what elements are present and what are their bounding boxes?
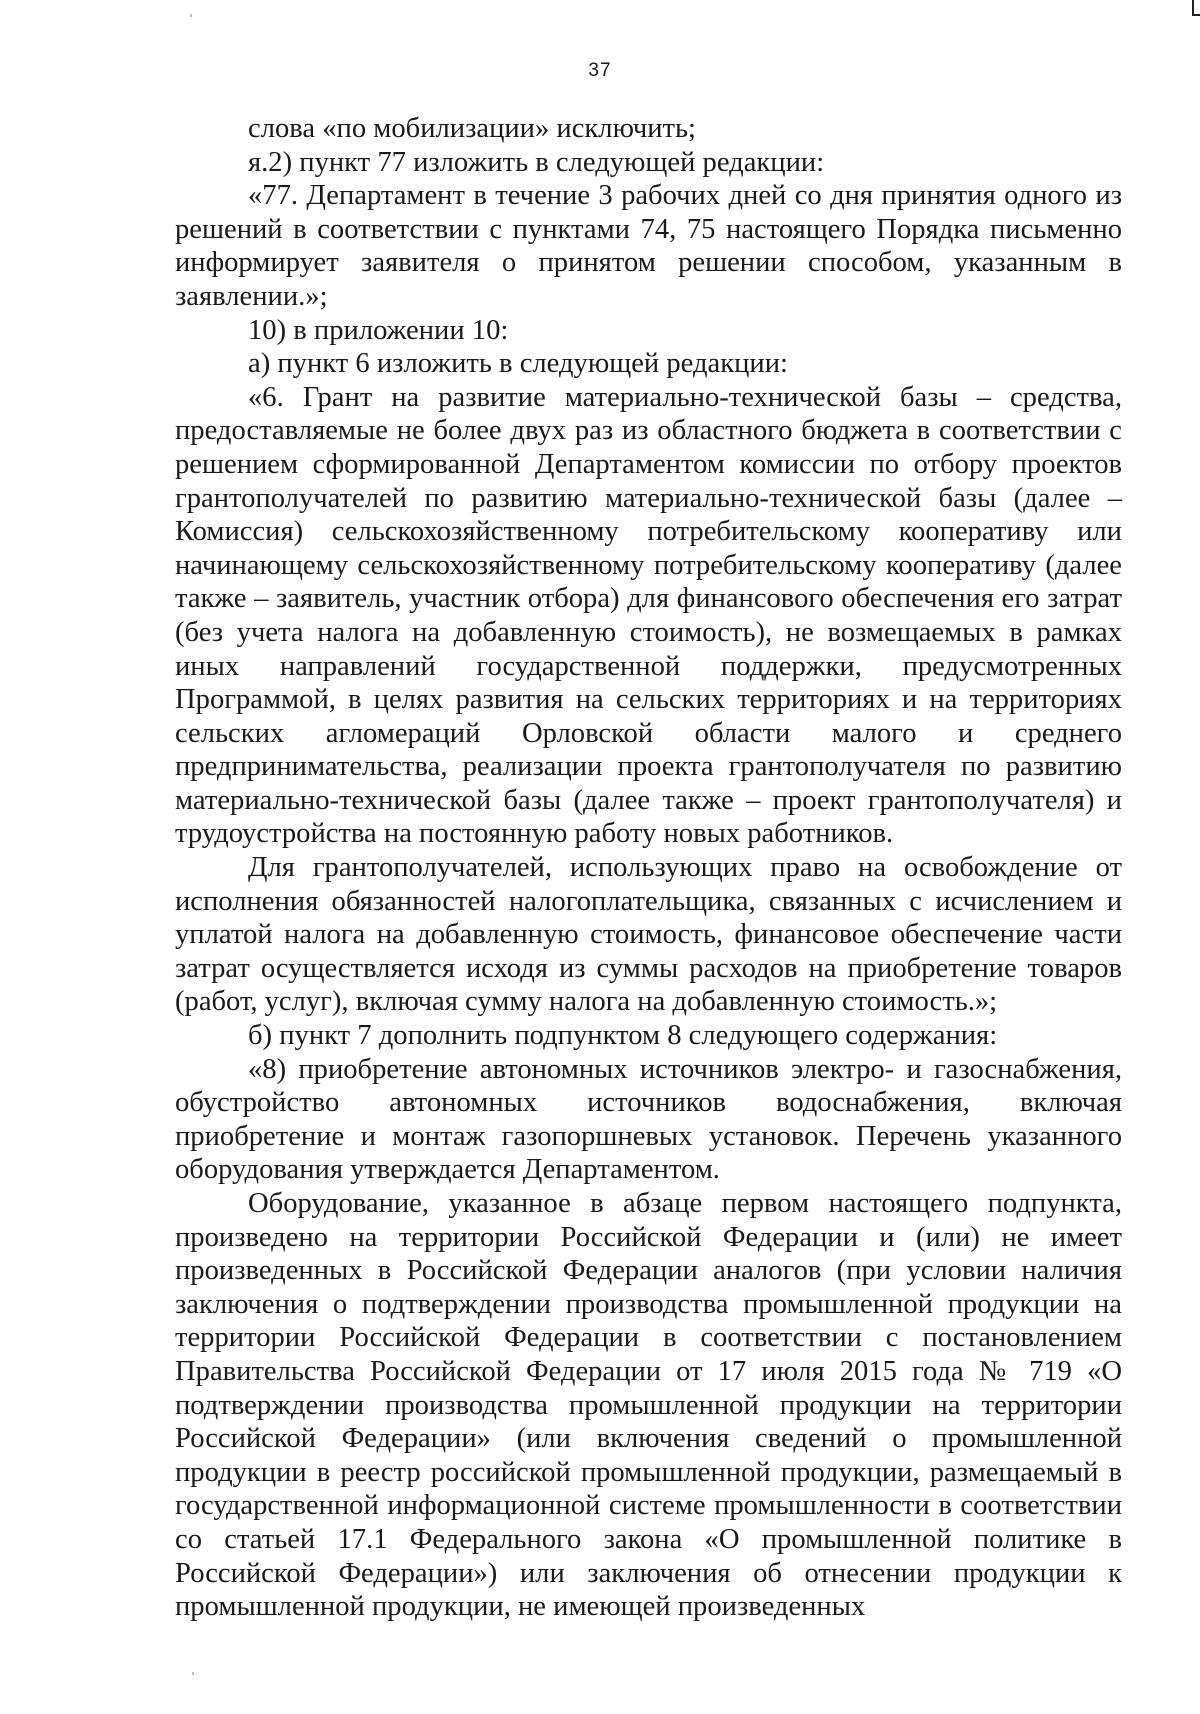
paragraph: 10) в приложении 10: — [248, 314, 509, 346]
paragraph: я.2) пункт 77 изложить в следующей редакции: — [248, 146, 825, 178]
paragraph: Для грантополучателей, использующих право на освобождение от исполнения обязанностей налогоплательщика, связанных с исчислением и уплатой налога на добавленную стоимость, финансовое обеспечение части затрат осуществляется исходя из суммы расходов на приобретение товаров (работ, услуг), включая сумму налога на добавленную стоимость.»; — [175, 852, 1122, 1018]
paragraph: «6. Грант на развитие материально-технической базы – средства, предоставляемые не более двух раз из областного бюджета в соответствии с решением сформированной Департаментом комиссии по отбору проектов грантополучателей по развитию материально-технической базы (далее – Комиссия) сельскохозяйственному потребительскому кооперативу или начинающему сельскохозяйственному потребительскому кооперативу (далее также – заявитель, участник отбора) для финансового обеспечения его затрат (без учета налога на добавленную стоимость), не возмещаемых в рамках иных направлений государственной поддержки, предусмотренных Программой, в целях развития на сельских территориях и на территориях сельских агломераций Орловской области малого и среднего предпринимательства, реализации проекта грантополучателя по развитию материально-технической базы (далее также – проект грантополучателя) и трудоустройства на постоянную работу новых работников. — [175, 381, 1122, 850]
document-body — [175, 112, 1122, 1624]
scan-speck — [190, 14, 192, 17]
paragraph: «8) приобретение автономных источников электро- и газоснабжения, обустройство автономных источников водоснабжения, включая приобретение и монтаж газопоршневых установок. Перечень указанного оборудования утверждается Департаментом. — [175, 1053, 1122, 1186]
paragraph: слова «по мобилизации» исключить; — [248, 113, 697, 144]
paragraph: а) пункт 6 изложить в следующей редакции: — [248, 348, 788, 380]
paragraph: «77. Департамент в течение 3 рабочих дней со дня принятия одного из решений в соответствии с пунктами 74, 75 настоящего Порядка письменно информирует заявителя о принятом решении способом, указанным в заявлении.»; — [175, 180, 1122, 312]
scan-speck — [192, 1672, 194, 1675]
paragraph: Оборудование, указанное в абзаце первом настоящего подпункта, произведено на территории Российской Федерации и (или) не имеет произведенных в Российской Федерации аналогов (при условии наличия заключения о подтверждении производства промышленной продукции на территории Российской Федерации в соответствии с постановлением Правительства Российской Федерации от 17 июля 2015 года № 719 «О подтверждении производства промышленной продукции на территории Российской Федерации» (или включения сведений о промышленной продукции в реестр российской промышленной продукции, размещаемый в государственной информационной системе промышленности в соответствии со статьей 17.1 Федерального закона «О промышленной политике в Российской Федерации») или заключения об отнесении продукции к промышленной продукции, не имеющей произведенных — [175, 1188, 1122, 1623]
scan-corner-mark — [1192, 0, 1200, 16]
paragraph: б) пункт 7 дополнить подпунктом 8 следующего содержания: — [248, 1020, 998, 1052]
page-number: 37 — [588, 60, 612, 81]
